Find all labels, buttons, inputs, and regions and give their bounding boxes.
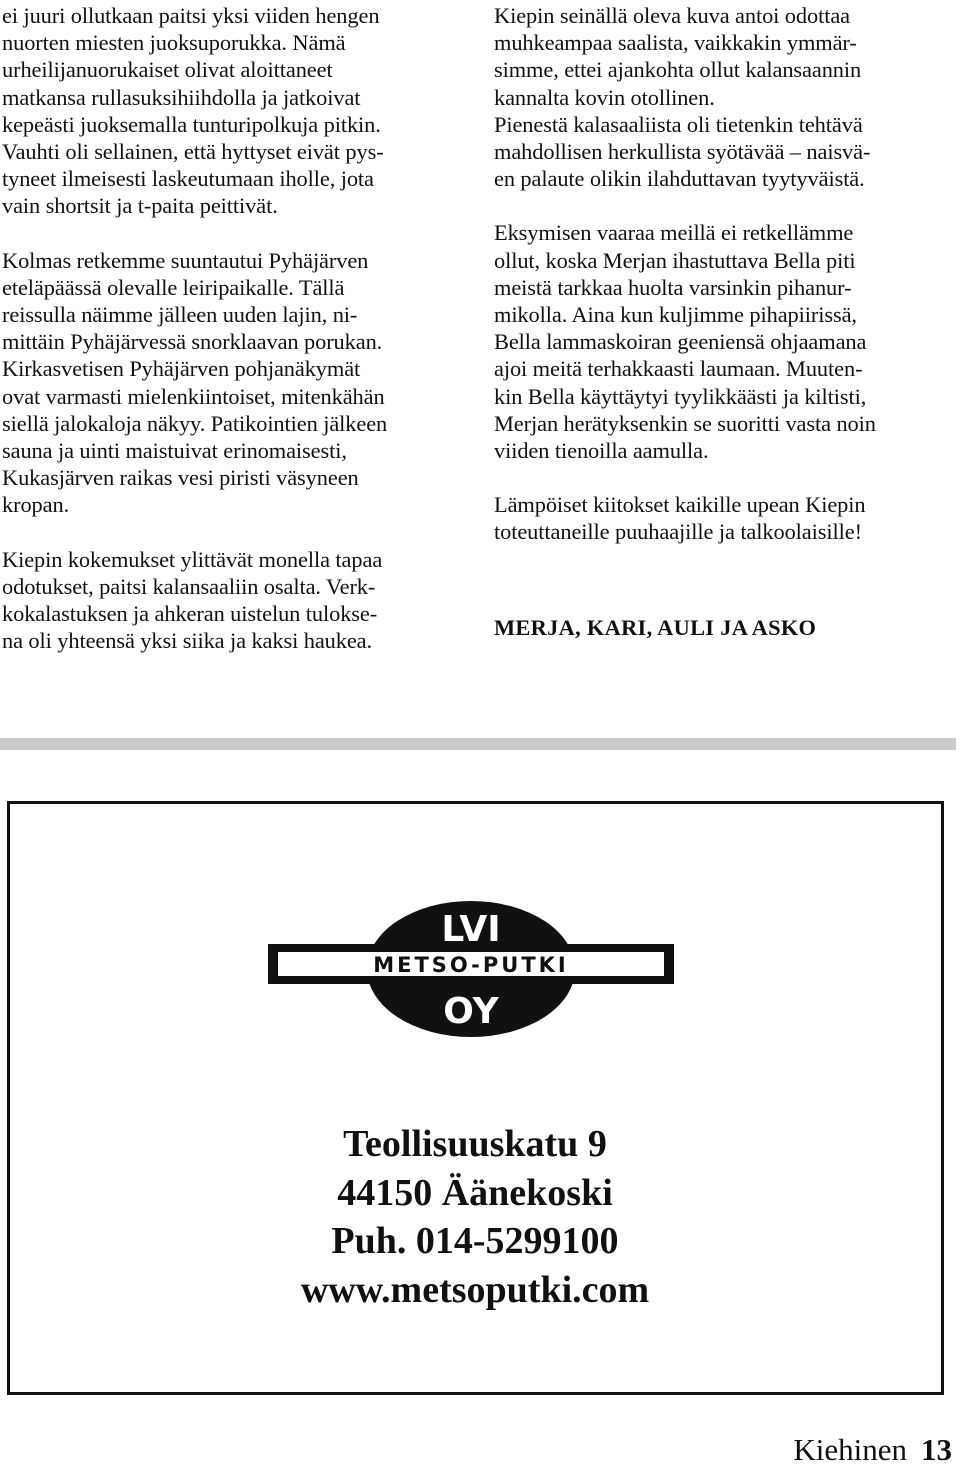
text-line: ei juuri ollutkaan paitsi yksi viiden hengen — [2, 3, 380, 28]
text-line: Kiepin kokemukset ylittävät monella tapaa — [2, 546, 383, 572]
logo-text-bottom: OY — [443, 991, 499, 1032]
contact-address: Teollisuuskatu 9 — [343, 1123, 607, 1165]
text-line: mikolla. Aina kun kuljimme pihapiirissä, — [494, 302, 857, 328]
logo-text-top: LVI — [441, 909, 501, 950]
text-line: Lämpöiset kiitokset kaikille upean Kiepin — [494, 492, 866, 518]
text-line: odotukset, paitsi kalansaaliin osalta. Verk- — [2, 573, 376, 599]
text-line: Bella lammaskoiran geeniensä ohjaamana — [494, 329, 867, 355]
text-line: kropan. — [2, 492, 70, 518]
text-line: siellä jalokaloja näkyy. Patikointien jälkeen — [2, 410, 388, 436]
text-line: kepeästi juoksemalla tunturipolkuja pitkin. — [2, 111, 381, 137]
text-line: kannalta kovin otollinen. — [494, 84, 715, 110]
contact-postal: 44150 Äänekoski — [337, 1171, 613, 1214]
text-line: en palaute olikin ilahduttavan tyytyväistä. — [494, 166, 865, 192]
paragraph — [2, 247, 464, 519]
advertisement-box — [7, 801, 944, 1395]
text-line: na oli yhteensä yksi siika ja kaksi haukea. — [2, 628, 373, 654]
text-line: urheilijanuorukaiset olivat aloittaneet — [2, 57, 333, 83]
contact-phone: Puh. 014-5299100 — [331, 1220, 619, 1262]
text-line: kokalastuksen ja ahkeran uistelun tulokse- — [2, 601, 378, 627]
text-line: mahdollisen herkullista syötävää – naisvä- — [494, 139, 871, 165]
text-line: vain shortsit ja t-paita peittivät. — [2, 193, 278, 219]
text-line: Vauhti oli sellainen, että hyttyset eivät pys- — [2, 139, 384, 165]
text-line: viiden tienoilla aamulla. — [494, 438, 709, 464]
text-line: tyneet ilmeisesti laskeutumaan iholle, jota — [2, 166, 374, 192]
text-line: muhkeampaa saalista, vaikkakin ymmär- — [494, 30, 857, 56]
page-number: 13 — [921, 1432, 952, 1467]
text-line: matkansa rullasuksihiihdolla ja jatkoivat — [2, 84, 361, 110]
text-line: nuorten miesten juoksuporukka. Nämä — [2, 30, 346, 56]
text-line: ajoi meitä terhakkaasti laumaan. Muuten- — [494, 356, 863, 382]
paragraph — [494, 2, 956, 192]
paragraph — [494, 491, 956, 545]
lvi-metso-putki-logo — [266, 899, 676, 1039]
contact-block — [200, 1120, 750, 1314]
text-line: Kolmas retkemme suuntautui Pyhäjärven — [2, 247, 369, 273]
text-line: meistä tarkkaa huolta varsinkin pihanur- — [494, 274, 852, 300]
text-line: kin Bella käyttäytyi tyylikkäästi ja kiltisti, — [494, 383, 867, 409]
text-line: Kirkasvetisen Pyhäjärven pohjanäkymät — [2, 356, 361, 382]
text-line: ovat varmasti mielenkiintoiset, mitenkähän — [2, 383, 385, 409]
paragraph — [2, 2, 464, 220]
text-line: ollut, koska Merjan ihastuttava Bella piti — [494, 247, 856, 273]
article-right-column — [494, 2, 956, 641]
contact-website: www.metsoputki.com — [300, 1268, 650, 1311]
text-line: Merjan herätyksenkin se suoritti vasta noin — [494, 410, 876, 436]
text-line: Eksymisen vaaraa meillä ei retkellämme — [494, 220, 854, 246]
text-line: mittäin Pyhäjärvessä snorklaavan porukan. — [2, 329, 383, 355]
text-line: Kukasjärven raikas vesi piristi väsyneen — [2, 465, 359, 491]
text-line: Kiepin seinällä oleva kuva antoi odottaa — [494, 3, 850, 28]
text-line: simme, ettei ajankohta ollut kalansaannin — [494, 57, 862, 83]
page-footer — [793, 1434, 952, 1466]
text-line: reissulla näimme jälleen uuden lajin, ni- — [2, 302, 358, 328]
logo-text-band: METSO-PUTKI — [373, 953, 569, 977]
text-line: toteuttaneille puuhaajille ja talkoolaisille! — [494, 519, 862, 545]
text-line: Pienestä kalasaaliista oli tietenkin tehtävä — [494, 111, 863, 137]
text-line: eteläpäässä olevalle leiripaikalle. Tällä — [2, 274, 345, 300]
text-line: sauna ja uinti maistuivat erinomaisesti, — [2, 438, 347, 464]
article-left-column — [2, 2, 464, 654]
publication-name: Kiehinen — [793, 1432, 907, 1467]
paragraph — [494, 219, 956, 464]
article-signature: MERJA, KARI, AULI JA ASKO — [494, 614, 817, 640]
paragraph — [2, 546, 464, 655]
section-divider — [0, 738, 956, 750]
